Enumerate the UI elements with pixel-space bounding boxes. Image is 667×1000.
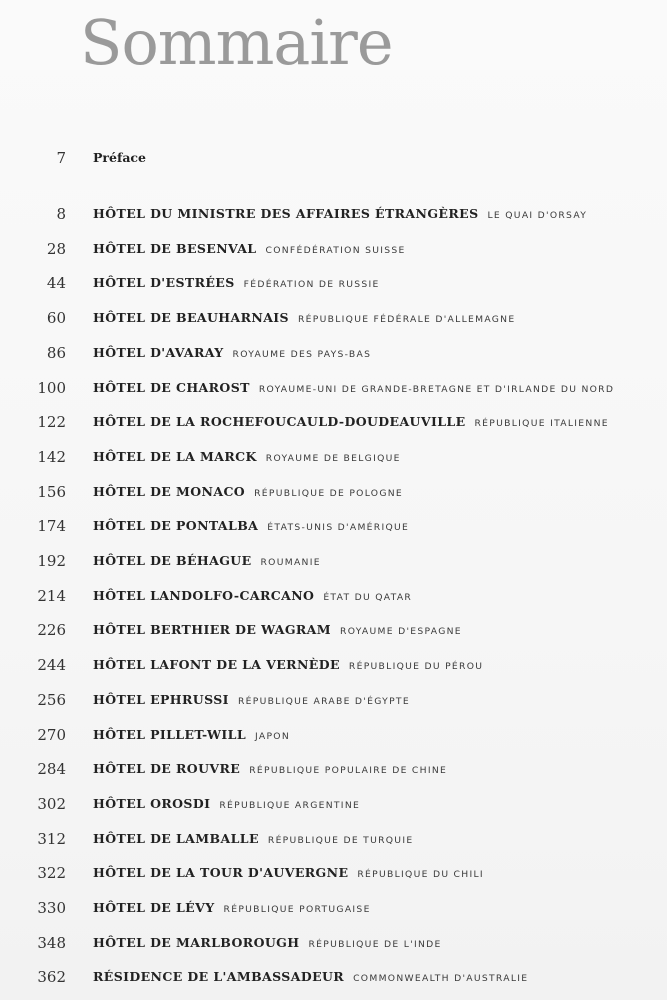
entry-country: ROYAUME-UNI DE GRANDE-BRETAGNE ET D'IRLANDE DU NORD <box>258 383 615 395</box>
entry-name: HÔTEL BERTHIER DE WAGRAM <box>93 622 332 638</box>
entry-name: HÔTEL D'ESTRÉES <box>93 275 235 291</box>
page-number: 270 <box>37 725 66 744</box>
entry-country: RÉPUBLIQUE ARABE D'ÉGYPTE <box>237 695 410 707</box>
entry-name: Préface <box>93 150 146 165</box>
toc-entry <box>0 271 667 295</box>
toc-entry <box>0 931 667 955</box>
entry-country: RÉPUBLIQUE DE TURQUIE <box>267 834 414 846</box>
toc-entry <box>0 376 667 400</box>
entry-name: HÔTEL EPHRUSSI <box>93 691 229 707</box>
entry-name: HÔTEL DE LÉVY <box>93 900 215 915</box>
entry-title <box>93 146 146 170</box>
entry-name: HÔTEL LANDOLFO-CARCANO <box>93 587 315 603</box>
entry-title <box>93 931 442 957</box>
page-number: 362 <box>37 968 66 987</box>
entry-country: RÉPUBLIQUE DE POLOGNE <box>254 487 404 499</box>
entry-name: HÔTEL DE BÉHAGUE <box>93 553 252 568</box>
entry-name: HÔTEL DE PONTALBA <box>93 518 259 534</box>
entry-title <box>93 688 410 714</box>
page-number: 192 <box>37 552 66 570</box>
toc-entry <box>0 827 667 851</box>
entry-title <box>93 549 321 575</box>
entry-title <box>93 618 462 644</box>
entry-title <box>93 480 403 506</box>
entry-country: ROYAUME DE BELGIQUE <box>265 452 401 464</box>
page-number: 174 <box>37 517 66 536</box>
entry-title <box>93 792 360 818</box>
entry-name: HÔTEL DE MONACO <box>93 483 246 499</box>
page-title: Sommaire <box>80 6 393 79</box>
entry-name: HÔTEL DE LA MARCK <box>93 448 257 464</box>
entry-country: JAPON <box>255 730 291 742</box>
toc-entry <box>0 237 667 261</box>
entry-country: ROUMANIE <box>260 557 321 568</box>
entry-country: RÉPUBLIQUE DE L'INDE <box>308 938 442 950</box>
page-number: 284 <box>37 760 66 779</box>
entry-name: HÔTEL LAFONT DE LA VERNÈDE <box>93 657 340 673</box>
entry-name: HÔTEL DE LA ROCHEFOUCAULD-DOUDEAUVILLE <box>93 414 466 430</box>
entry-country: CONFÉDÉRATION SUISSE <box>265 244 406 256</box>
entry-country: ROYAUME DES PAYS-BAS <box>232 348 372 360</box>
entry-name: RÉSIDENCE DE L'AMBASSADEUR <box>93 969 345 985</box>
entry-title <box>93 376 614 402</box>
toc-entry <box>0 653 667 677</box>
entry-title <box>93 827 413 853</box>
entry-country: RÉPUBLIQUE DU PÉROU <box>348 661 484 673</box>
entry-name: HÔTEL DE ROUVRE <box>93 761 241 777</box>
entry-country: RÉPUBLIQUE FÉDÉRALE D'ALLEMAGNE <box>297 314 516 326</box>
toc-entry <box>0 480 667 504</box>
page-number: 226 <box>37 621 66 640</box>
entry-name: HÔTEL OROSDI <box>93 795 211 811</box>
entry-country: RÉPUBLIQUE PORTUGAISE <box>223 904 371 915</box>
entry-title <box>93 723 290 749</box>
page-number: 28 <box>46 239 66 258</box>
toc-entry <box>0 757 667 781</box>
toc-entry <box>0 306 667 330</box>
entry-name: HÔTEL DE BESENVAL <box>93 240 257 256</box>
toc-entry <box>0 410 667 434</box>
entry-title <box>93 514 409 540</box>
toc-entry <box>0 965 667 989</box>
toc-entry <box>0 618 667 642</box>
toc-entry <box>0 861 667 885</box>
toc-entry <box>0 688 667 712</box>
page-number: 8 <box>56 205 66 223</box>
entry-title <box>93 202 587 228</box>
entry-name: HÔTEL DE BEAUHARNAIS <box>93 310 289 326</box>
entry-title <box>93 306 515 332</box>
toc-entry <box>0 341 667 365</box>
entry-country: LE QUAI D'ORSAY <box>487 210 588 221</box>
page-number: 86 <box>46 343 66 362</box>
page-number: 312 <box>37 829 66 848</box>
entry-title <box>93 653 483 679</box>
entry-name: HÔTEL DE CHAROST <box>93 379 250 395</box>
entry-title <box>93 896 371 922</box>
toc-entry <box>0 584 667 608</box>
toc-entry <box>0 549 667 573</box>
page-number: 302 <box>37 794 66 813</box>
page-number: 142 <box>37 447 66 466</box>
page-number: 100 <box>37 378 66 397</box>
entry-name: HÔTEL PILLET-WILL <box>93 726 247 742</box>
entry-title <box>93 410 609 436</box>
entry-country: FÉDÉRATION DE RUSSIE <box>243 279 380 291</box>
toc-entry <box>0 445 667 469</box>
page-number: 322 <box>37 864 66 883</box>
entry-country: ÉTAT DU QATAR <box>323 591 413 603</box>
page-number: 244 <box>37 656 66 675</box>
toc-entry <box>0 723 667 747</box>
entry-country: ÉTATS-UNIS D'AMÉRIQUE <box>267 522 410 534</box>
entry-country: COMMONWEALTH D'AUSTRALIE <box>353 973 529 985</box>
toc-entry <box>0 514 667 538</box>
entry-title <box>93 341 371 367</box>
entry-title <box>93 584 412 610</box>
entry-title <box>93 271 380 297</box>
entry-country: ROYAUME D'ESPAGNE <box>340 626 462 638</box>
page-number: 122 <box>37 413 66 432</box>
entry-name: HÔTEL D'AVARAY <box>93 344 224 360</box>
page-number: 7 <box>56 149 66 167</box>
page-number: 214 <box>37 586 66 605</box>
entry-title <box>93 445 401 471</box>
entry-title <box>93 861 484 887</box>
entry-title <box>93 237 406 263</box>
toc-entry <box>0 202 667 226</box>
entry-country: RÉPUBLIQUE ITALIENNE <box>474 418 609 430</box>
entry-name: HÔTEL DE MARLBOROUGH <box>93 934 300 950</box>
page-number: 44 <box>46 274 66 293</box>
page-number: 156 <box>37 482 66 501</box>
entry-country: RÉPUBLIQUE DU CHILI <box>357 869 484 881</box>
page-number: 256 <box>37 690 66 709</box>
entry-country: RÉPUBLIQUE ARGENTINE <box>219 799 361 811</box>
entry-name: HÔTEL DE LA TOUR D'AUVERGNE <box>93 865 349 881</box>
entry-title <box>93 965 528 991</box>
entry-title <box>93 757 447 783</box>
entry-country: RÉPUBLIQUE POPULAIRE DE CHINE <box>249 765 448 777</box>
toc-entry-preface <box>0 146 667 170</box>
page-number: 348 <box>37 933 66 952</box>
toc-entry <box>0 792 667 816</box>
page-number: 330 <box>37 899 66 917</box>
page-number: 60 <box>46 309 66 328</box>
entry-name: HÔTEL DU MINISTRE DES AFFAIRES ÉTRANGÈRES <box>93 206 479 221</box>
entry-name: HÔTEL DE LAMBALLE <box>93 830 259 846</box>
toc-entry <box>0 896 667 920</box>
